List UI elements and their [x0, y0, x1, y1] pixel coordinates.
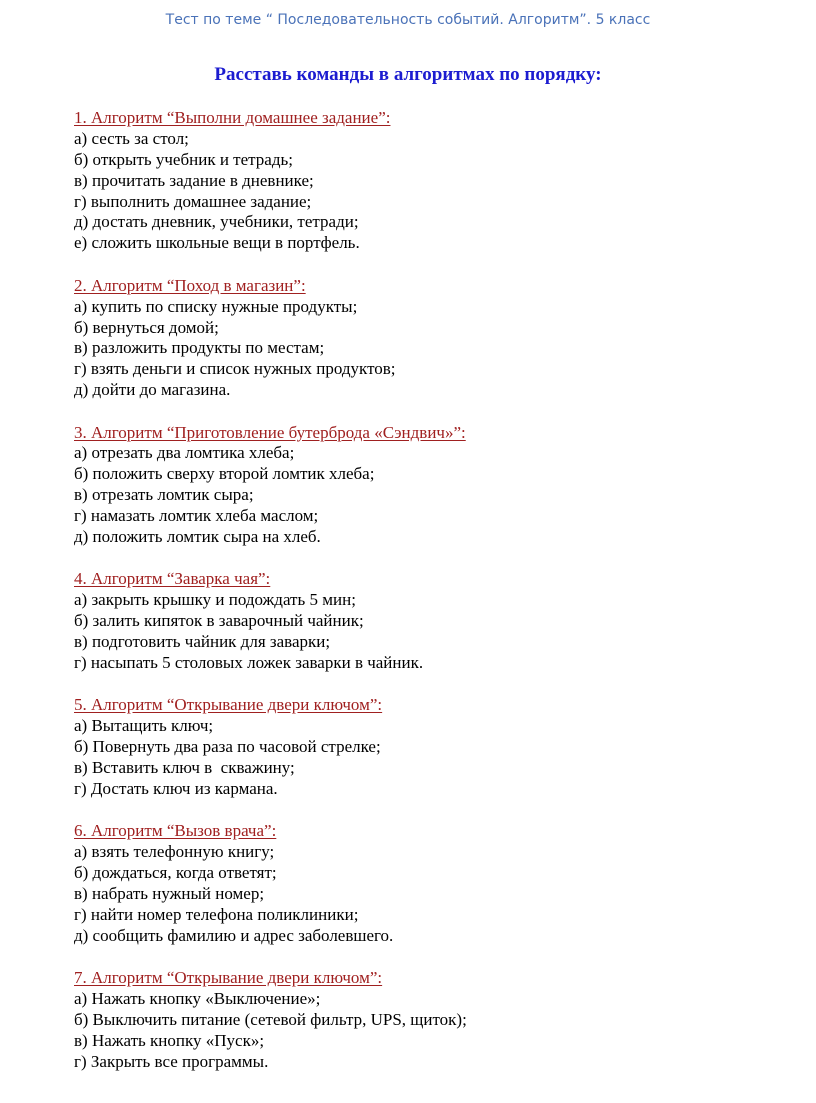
list-item: а) взять телефонную книгу; [74, 842, 275, 862]
algorithm-section-3 [74, 423, 794, 548]
list-item: г) найти номер телефона поликлиники; [74, 904, 359, 924]
list-item: а) Нажать кнопку «Выключение»; [74, 989, 321, 1009]
list-item: г) намазать ломтик хлеба маслом; [74, 506, 319, 526]
list-item: а) Вытащить ключ; [74, 716, 214, 736]
document-title: Расставь команды в алгоритмах по порядку: [214, 64, 602, 85]
list-item: а) купить по списку нужные продукты; [74, 296, 358, 316]
algorithm-section-7 [74, 968, 794, 1072]
list-item: г) Закрыть все программы. [74, 1051, 269, 1071]
list-item: б) Повернуть два раза по часовой стрелке; [74, 737, 381, 757]
list-item: д) сообщить фамилию и адрес заболевшего. [74, 925, 394, 945]
list-item: б) положить сверху второй ломтик хлеба; [74, 464, 375, 484]
list-item: а) закрыть крышку и подождать 5 мин; [74, 590, 356, 610]
section-title: 6. Алгоритм “Вызов врача”: [74, 821, 277, 841]
list-item: е) сложить школьные вещи в портфель. [74, 233, 360, 253]
algorithm-section-4 [74, 569, 794, 673]
list-item: д) дойти до магазина. [74, 380, 231, 400]
section-title: 1. Алгоритм “Выполни домашнее задание”: [74, 108, 391, 127]
algorithm-section-1 [74, 108, 794, 254]
list-item: г) выполнить домашнее задание; [74, 191, 312, 211]
list-item: б) открыть учебник и тетрадь; [74, 149, 293, 169]
list-item: в) Вставить ключ в скважину; [74, 758, 295, 778]
list-item: б) вернуться домой; [74, 317, 219, 337]
list-item: б) Выключить питание (сетевой фильтр, UPS, щиток); [74, 1009, 467, 1029]
list-item: в) разложить продукты по местам; [74, 338, 325, 358]
list-item: г) Достать ключ из кармана. [74, 778, 278, 798]
list-item: г) взять деньги и список нужных продуктов; [74, 359, 396, 379]
list-item: в) набрать нужный номер; [74, 884, 265, 903]
algorithm-section-6 [74, 821, 794, 946]
algorithm-list [74, 108, 794, 1094]
section-title: 5. Алгоритм “Открывание двери ключом”: [74, 695, 383, 715]
list-item: в) подготовить чайник для заварки; [74, 632, 331, 652]
section-title: 3. Алгоритм “Приготовление бутерброда «Сэндвич»”: [74, 422, 466, 442]
section-title: 2. Алгоритм “Поход в магазин”: [74, 275, 306, 295]
list-item: д) положить ломтик сыра на хлеб. [74, 527, 321, 547]
section-title: 4. Алгоритм “Заварка чая”: [74, 569, 271, 589]
list-item: в) Нажать кнопку «Пуск»; [74, 1030, 265, 1050]
algorithm-section-2 [74, 276, 794, 401]
list-item: в) прочитать задание в дневнике; [74, 170, 314, 190]
algorithm-section-5 [74, 695, 794, 799]
list-item: б) дождаться, когда ответят; [74, 863, 277, 883]
list-item: в) отрезать ломтик сыра; [74, 485, 254, 505]
list-item: а) отрезать два ломтика хлеба; [74, 443, 295, 463]
list-item: а) сесть за стол; [74, 128, 189, 148]
list-item: г) насыпать 5 столовых ложек заварки в чайник. [74, 652, 424, 672]
page-header: Тест по теме “ Последовательность событий. Алгоритм”. 5 класс [165, 12, 651, 28]
section-title: 7. Алгоритм “Открывание двери ключом”: [74, 968, 383, 988]
list-item: б) залить кипяток в заварочный чайник; [74, 611, 364, 631]
list-item: д) достать дневник, учебники, тетради; [74, 212, 359, 232]
